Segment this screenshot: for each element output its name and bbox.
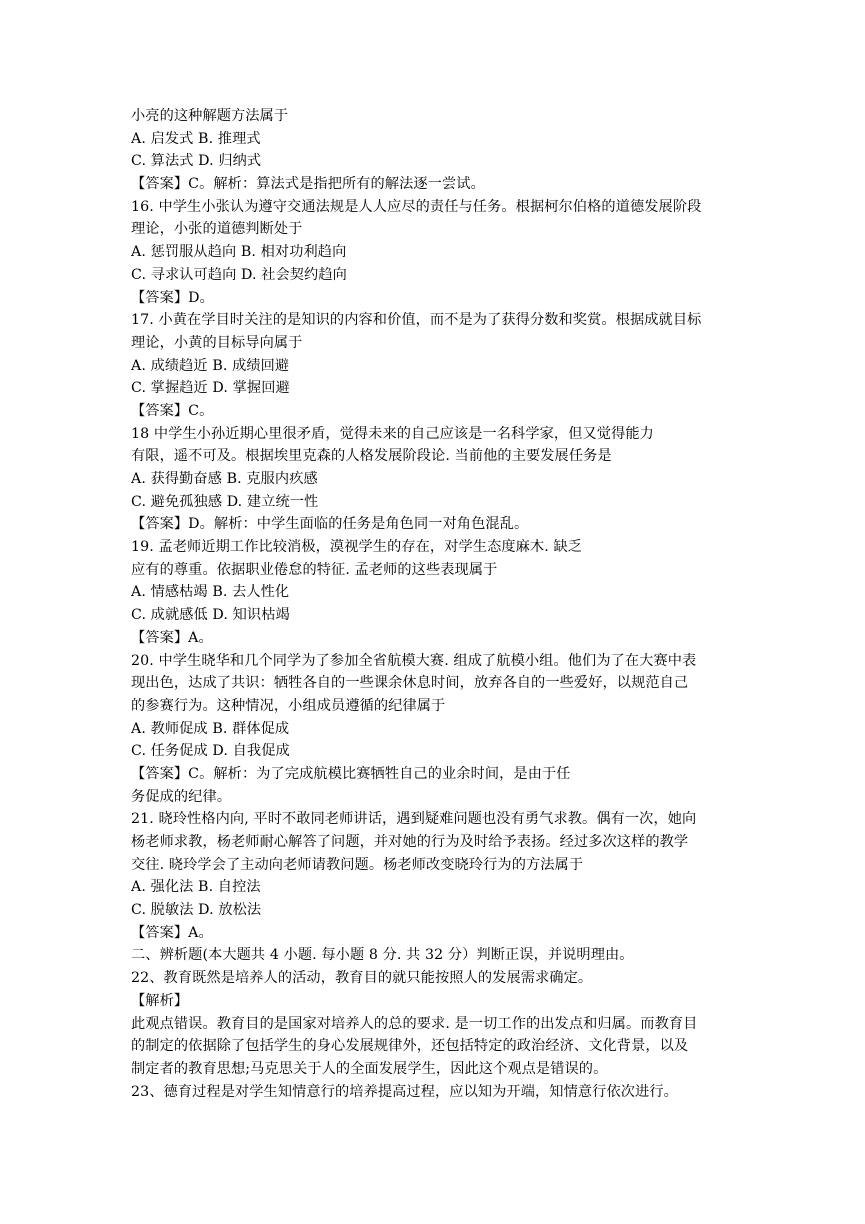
text-line: 杨老师求教，杨老师耐心解答了问题，并对她的行为及时给予表扬。经过多次这样的教学	[131, 834, 689, 850]
answer-line: 【答案】D。	[131, 289, 214, 306]
question-19: 19. 孟老师近期工作比较消极，漠视学生的存在，对学生态度麻木. 缺乏	[131, 539, 583, 556]
section-heading: 二、辨析题(本大题共 4 小题. 每小题 8 分. 共 32 分）判断正误，并说明理由。	[131, 947, 634, 964]
option-line: C. 成就感低 D. 知识枯竭	[131, 607, 290, 624]
question-16: 16. 中学生小张认为遵守交通法规是人人应尽的责任与任务。根据柯尔伯格的道德发展阶段	[131, 198, 702, 215]
option-line: A. 启发式 B. 推理式	[131, 130, 261, 147]
text-line: 现出色，达成了共识：牺牲各自的一些课余休息时间，放弃各自的一些爱好，以规范自己	[131, 675, 689, 692]
analysis-label: 【解析】	[131, 992, 189, 1009]
answer-line: 【答案】D。解析：中学生面临的任务是角色同一对角色混乱。	[131, 516, 529, 533]
answer-line: 【答案】C。解析：算法式是指把所有的解法逐一尝试。	[131, 176, 485, 193]
text-line: 有限，遥不可及。根据埃里克森的人格发展阶段论. 当前他的主要发展任务是	[131, 448, 612, 465]
text-line: 的参赛行为。这种情况，小组成员遵循的纪律属于	[131, 697, 446, 714]
text-line: 理论，小黄的目标导向属于	[131, 334, 303, 351]
option-line: C. 寻求认可趋向 D. 社会契约趋向	[131, 266, 347, 283]
question-18: 18 中学生小孙近期心里很矛盾，觉得未来的自己应该是一名科学家，但又觉得能力	[131, 425, 654, 442]
text-line: 务促成的纪律。	[131, 788, 232, 805]
option-line: A. 成绩趋近 B. 成绩回避	[131, 357, 290, 374]
analysis-text: 的制定的依据除了包括学生的身心发展规律外，还包括特定的政治经济、文化背景，以及	[131, 1038, 689, 1055]
text-line: 理论，小张的道德判断处于	[131, 221, 303, 238]
option-line: C. 避免孤独感 D. 建立统一性	[131, 493, 319, 510]
analysis-text: 此观点错误。教育目的是国家对培养人的总的要求. 是一切工作的出发点和归属。而教育目	[131, 1015, 698, 1032]
text-line: 交往. 晓玲学会了主动向老师请教问题。杨老师改变晓玲行为的方法属于	[131, 856, 584, 873]
answer-line: 【答案】A。	[131, 629, 213, 646]
text-line: 应有的尊重。依据职业倦怠的特征. 孟老师的这些表现属于	[131, 561, 498, 578]
option-line: A. 教师促成 B. 群体促成	[131, 720, 290, 737]
option-line: C. 掌握趋近 D. 掌握回避	[131, 380, 290, 397]
analysis-text: 制定者的教育思想;马克思关于人的全面发展学生，因此这个观点是错误的。	[131, 1060, 608, 1077]
question-17: 17. 小黄在学目时关注的是知识的内容和价值，而不是为了获得分数和奖赏。根据成就目标	[131, 312, 702, 329]
question-20: 20. 中学生晓华和几个同学为了参加全省航模大赛. 组成了航模小组。他们为了在大赛中表	[131, 652, 697, 669]
question-21: 21. 晓玲性格内向, 平时不敢同老师讲话，遇到疑难问题也没有勇气求教。偶有一次，她向	[131, 811, 697, 828]
document-body	[131, 105, 737, 1103]
option-line: A. 情感枯竭 B. 去人性化	[131, 584, 290, 601]
answer-line: 【答案】C。解析：为了完成航模比赛牺牲自己的业余时间，是由于任	[131, 765, 571, 782]
text-line: 小亮的这种解题方法属于	[131, 108, 289, 124]
question-22: 22、教育既然是培养人的活动，教育目的就只能按照人的发展需求确定。	[131, 970, 593, 987]
option-line: C. 任务促成 D. 自我促成	[131, 743, 290, 760]
answer-line: 【答案】C。	[131, 402, 214, 419]
answer-line: 【答案】A。	[131, 924, 213, 941]
option-line: C. 脱敏法 D. 放松法	[131, 902, 262, 919]
option-line: A. 惩罚服从趋向 B. 相对功利趋向	[131, 244, 347, 261]
option-line: C. 算法式 D. 归纳式	[131, 153, 262, 170]
question-23: 23、德育过程是对学生知情意行的培养提高过程，应以知为开端，知情意行依次进行。	[131, 1083, 678, 1100]
option-line: A. 获得勤奋感 B. 克服内疚感	[131, 471, 318, 487]
option-line: A. 强化法 B. 自控法	[131, 879, 261, 896]
